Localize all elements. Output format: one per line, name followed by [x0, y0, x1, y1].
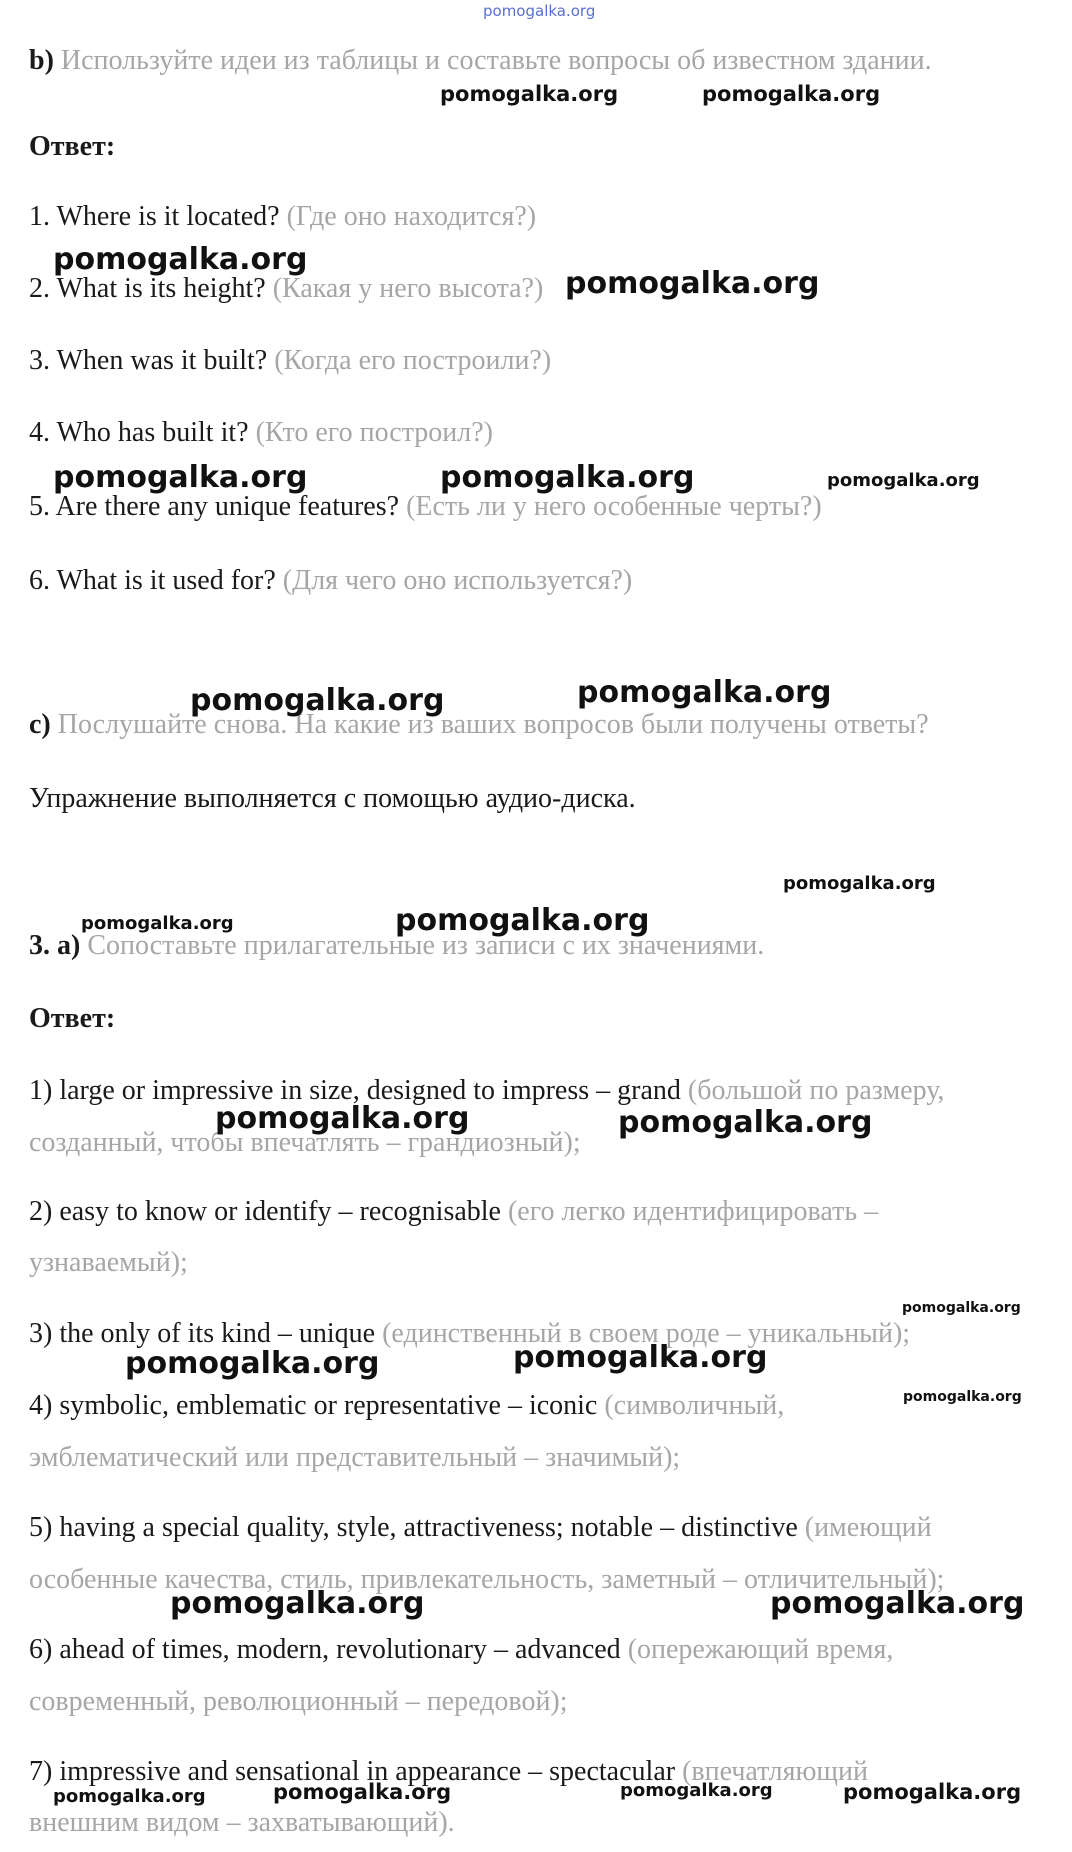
question-1	[29, 200, 536, 234]
section-c-instruction-text: Послушайте снова. На какие из ваших вопросов были получены ответы?	[57, 709, 929, 740]
question-en: 4. Who has built it?	[29, 417, 249, 448]
question-en: 5. Are there any unique features?	[29, 491, 400, 522]
definition-ru: (единственный в своем роде – уникальный);	[382, 1318, 911, 1349]
watermark: pomogalka.org	[783, 873, 936, 894]
definition-en: 2) easy to know or identify – recognisable	[29, 1196, 501, 1227]
section-b-instruction-text: Используйте идеи из таблицы и составьте вопросы об известном здании.	[60, 45, 932, 76]
question-en: 6. What is it used for?	[29, 565, 276, 596]
watermark: pomogalka.org	[215, 1101, 470, 1136]
question-ru: (Для чего оно используется?)	[282, 565, 633, 596]
watermark: pomogalka.org	[577, 675, 832, 710]
definition-ru: (большой по размеру,	[687, 1075, 945, 1106]
watermark: pomogalka.org	[620, 1780, 773, 1801]
watermark: pomogalka.org	[483, 2, 596, 20]
definition-4-line-1	[29, 1389, 784, 1423]
question-ru: (Где оно находится?)	[286, 201, 537, 232]
watermark: pomogalka.org	[702, 82, 881, 106]
watermark: pomogalka.org	[53, 460, 308, 495]
definition-6-line-2: современный, революционный – передовой);	[29, 1686, 568, 1717]
watermark: pomogalka.org	[125, 1346, 380, 1381]
definition-ru: (его легко идентифицировать –	[507, 1196, 879, 1227]
definition-en: 7) impressive and sensational in appearance – spectacular	[29, 1756, 676, 1787]
definition-1-line-2: созданный, чтобы впечатлять – грандиозный);	[29, 1127, 581, 1158]
question-en: 3. When was it built?	[29, 345, 268, 376]
definition-en: 4) symbolic, emblematic or representative – iconic	[29, 1390, 598, 1421]
definition-4-line-2: эмблематический или представительный – значимый);	[29, 1442, 681, 1473]
definition-ru: (опережающий время,	[627, 1634, 894, 1665]
watermark: pomogalka.org	[53, 242, 308, 277]
watermark: pomogalka.org	[190, 683, 445, 718]
question-en: 2. What is its height?	[29, 273, 266, 304]
question-4	[29, 416, 493, 450]
definition-2-line-1	[29, 1195, 878, 1229]
definition-en: 5) having a special quality, style, attractiveness; notable – distinctive	[29, 1512, 798, 1543]
question-5	[29, 490, 822, 524]
definition-5-line-2: особенные качества, стиль, привлекательность, заметный – отличительный);	[29, 1564, 945, 1595]
section-3a-answer-label: Ответ:	[29, 1003, 116, 1034]
section-c-instruction	[29, 708, 929, 742]
watermark: pomogalka.org	[440, 82, 619, 106]
definition-en: 3) the only of its kind – unique	[29, 1318, 376, 1349]
question-ru: (Когда его построили?)	[274, 345, 552, 376]
definition-en: 6) ahead of times, modern, revolutionary – advanced	[29, 1634, 621, 1665]
definition-en: 1) large or impressive in size, designed to impress – grand	[29, 1075, 681, 1106]
watermark: pomogalka.org	[395, 903, 650, 938]
section-b-label: b)	[29, 45, 54, 76]
section-3a-label: 3. a)	[29, 930, 81, 961]
definition-6-line-1	[29, 1633, 893, 1667]
question-2	[29, 272, 543, 306]
section-c-label: c)	[29, 709, 51, 740]
section-3a-instruction-text: Сопоставьте прилагательные из записи с их значениями.	[87, 930, 765, 961]
section-b-answer-label: Ответ:	[29, 131, 116, 162]
watermark: pomogalka.org	[440, 460, 695, 495]
question-ru: (Кто его построил?)	[255, 417, 493, 448]
section-c-note: Упражнение выполняется с помощью аудио-диска.	[29, 783, 636, 814]
watermark: pomogalka.org	[170, 1586, 425, 1621]
definition-2-line-2: узнаваемый);	[29, 1247, 188, 1278]
definition-7-line-2: внешним видом – захватывающий).	[29, 1807, 455, 1838]
question-ru: (Есть ли у него особенные черты?)	[406, 491, 822, 522]
definition-ru: (впечатляющий	[682, 1756, 868, 1787]
question-ru: (Какая у него высота?)	[272, 273, 544, 304]
section-b-instruction	[29, 44, 932, 78]
watermark: pomogalka.org	[903, 1389, 1022, 1405]
watermark: pomogalka.org	[273, 1780, 452, 1804]
question-en: 1. Where is it located?	[29, 201, 280, 232]
watermark: pomogalka.org	[902, 1300, 1021, 1316]
watermark: pomogalka.org	[827, 470, 980, 491]
watermark: pomogalka.org	[53, 1786, 206, 1807]
watermark: pomogalka.org	[513, 1340, 768, 1375]
watermark: pomogalka.org	[565, 266, 820, 301]
question-3	[29, 344, 551, 378]
definition-5-line-1	[29, 1511, 932, 1545]
watermark: pomogalka.org	[618, 1105, 873, 1140]
definition-1-line-1	[29, 1074, 944, 1108]
question-6	[29, 564, 632, 598]
definition-ru: (символичный,	[604, 1390, 785, 1421]
watermark: pomogalka.org	[81, 913, 234, 934]
watermark: pomogalka.org	[843, 1780, 1022, 1804]
definition-ru: (имеющий	[804, 1512, 932, 1543]
watermark: pomogalka.org	[770, 1586, 1025, 1621]
